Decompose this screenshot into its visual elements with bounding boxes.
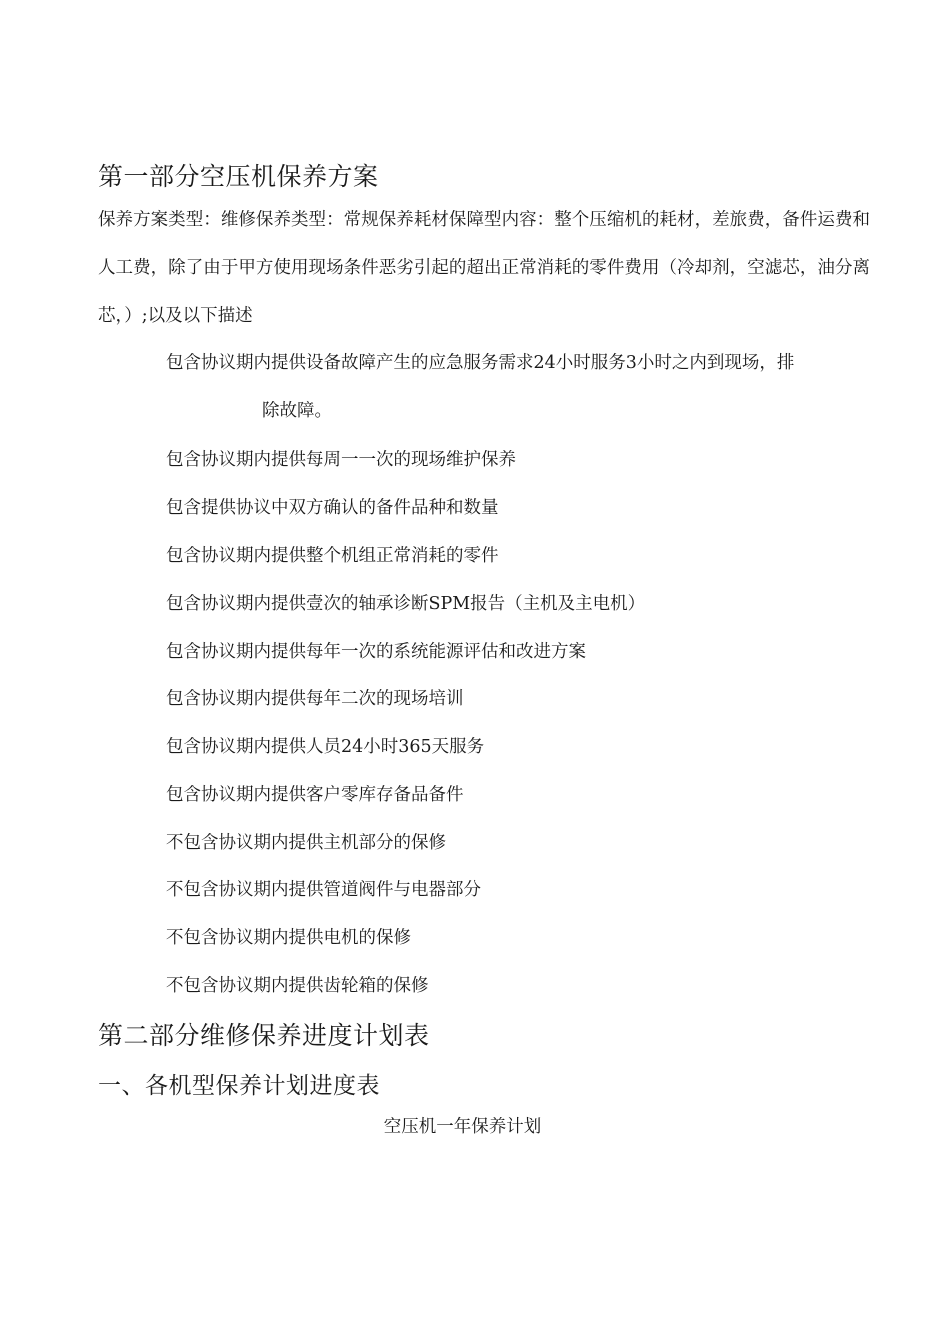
list-item: 包含协议期内提供人员24小时365天服务 (166, 737, 485, 757)
list-item: 不包含协议期内提供齿轮箱的保修 (166, 976, 429, 996)
list-item: 包含协议期内提供客户零库存备品备件 (166, 785, 464, 805)
list-item: 包含协议期内提供每年二次的现场培训 (166, 689, 464, 709)
part1-intro-paragraph: 保养方案类型：维修保养类型：常规保养耗材保障型内容：整个压缩机的耗材，差旅费，备件运费和人工费，除了由于甲方使用现场条件恶劣引起的超出正常消耗的零件费用（冷却剂，空滤芯，油分离芯，）;以及以下描述 (98, 210, 870, 326)
list-item: 包含提供协议中双方确认的备件品种和数量 (166, 498, 499, 518)
list-item: 不包含协议期内提供电机的保修 (166, 928, 411, 948)
list-item: 包含协议期内提供每周一一次的现场维护保养 (166, 450, 516, 470)
list-item: 包含协议期内提供壹次的轴承诊断SPM报告（主机及主电机） (166, 594, 646, 614)
list-item: 包含协议期内提供整个机组正常消耗的零件 (166, 546, 499, 566)
table-caption: 空压机一年保养计划 (383, 1117, 542, 1137)
part2-title: 第二部分维修保养进度计划表 (98, 1021, 430, 1050)
list-item: 包含协议期内提供每年一次的系统能源评估和改进方案 (166, 642, 586, 662)
part2-subtitle: 一、各机型保养计划进度表 (98, 1073, 380, 1099)
part1-title: 第一部分空压机保养方案 (98, 162, 379, 191)
list-item-line2: 除故障。 (262, 401, 332, 421)
list-item-line1: 包含协议期内提供设备故障产生的应急服务需求24小时服务3小时之内到现场，排 (166, 353, 795, 373)
list-item-emergency-service (166, 339, 866, 435)
list-item: 不包含协议期内提供主机部分的保修 (166, 833, 446, 853)
list-item: 不包含协议期内提供管道阀件与电器部分 (166, 880, 481, 900)
